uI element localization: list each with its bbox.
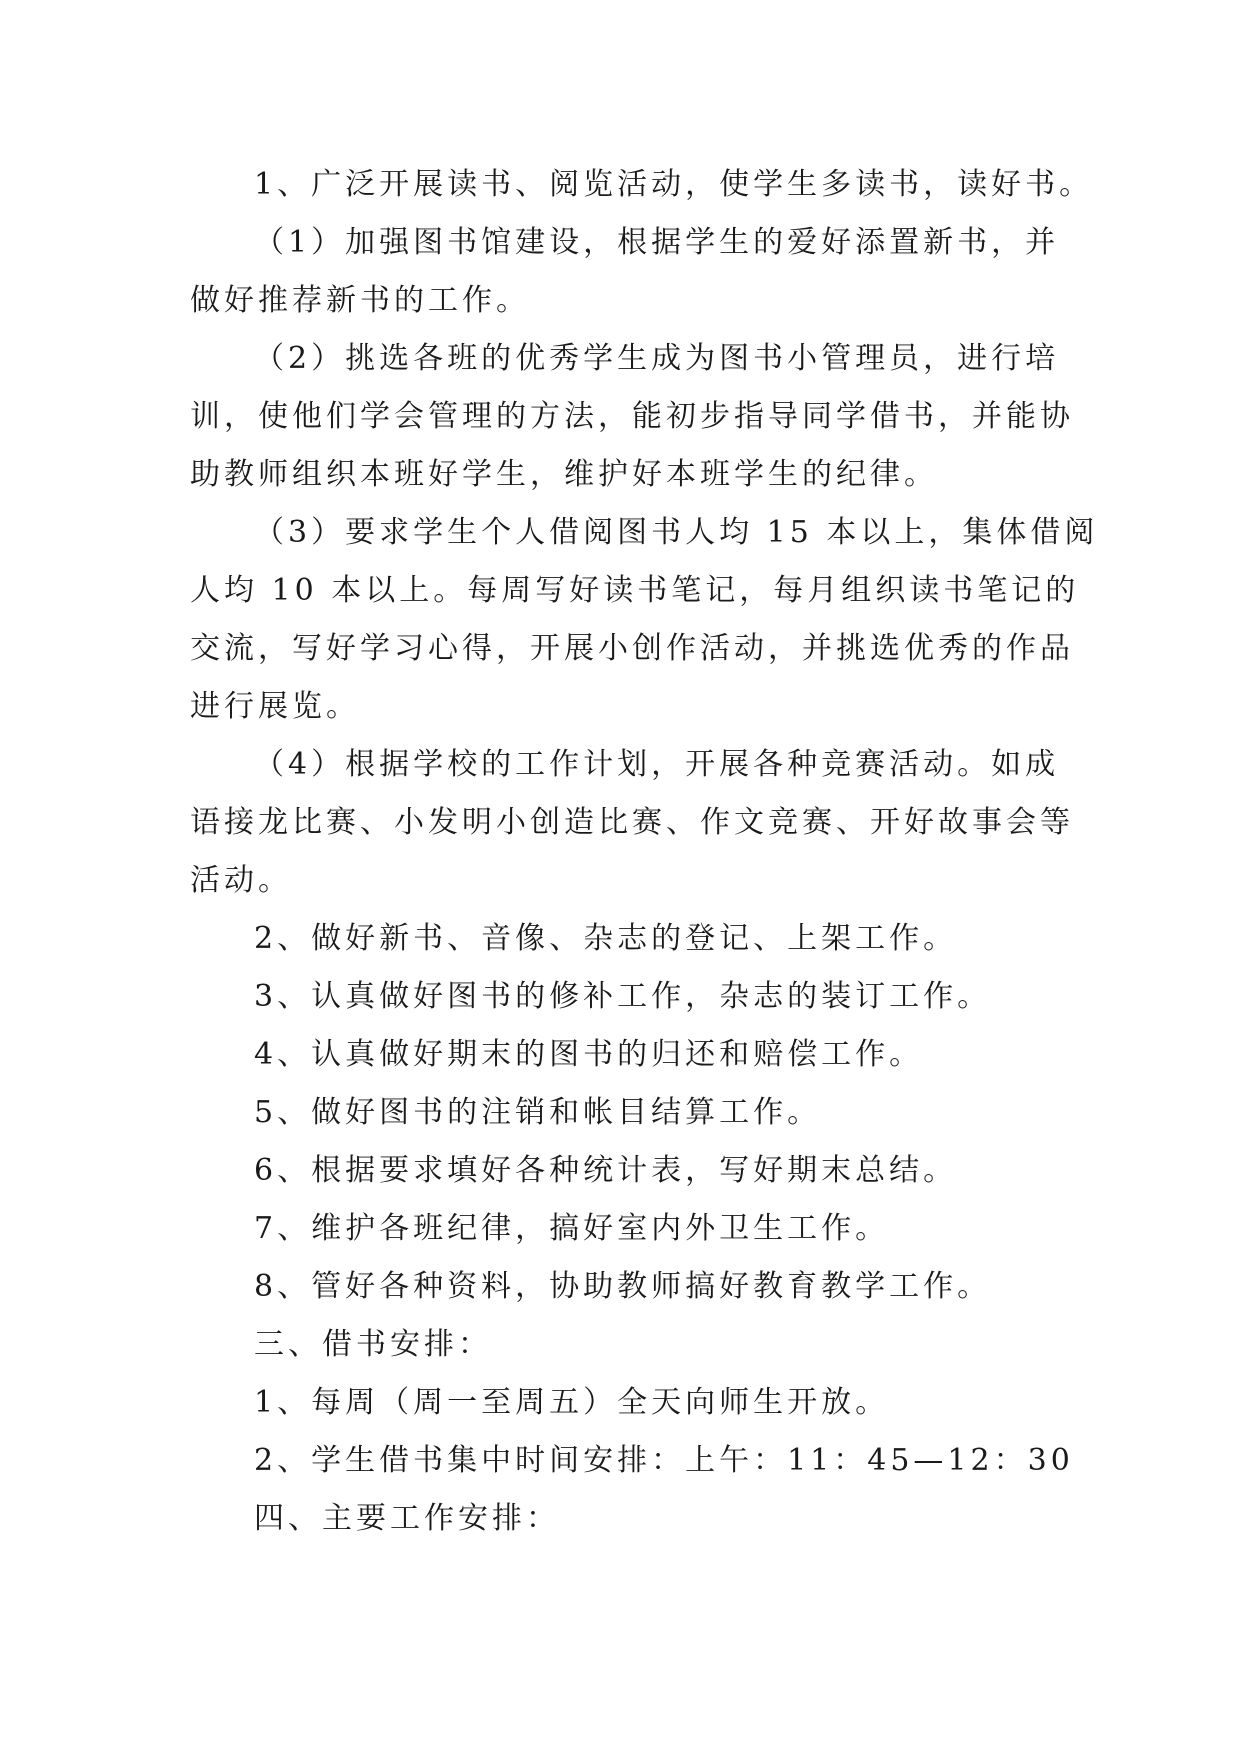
text-line: 交流，写好学习心得，开展小创作活动，并挑选优秀的作品 — [190, 631, 1074, 666]
text-line: 5、做好图书的注销和帐目结算工作。 — [254, 1095, 822, 1130]
text-line: 7、维护各班纪律，搞好室内外卫生工作。 — [254, 1211, 890, 1246]
section-heading-main-work — [190, 1490, 1050, 1548]
text-line: 人均 10 本以上。每周写好读书笔记，每月组织读书笔记的 — [190, 573, 1080, 608]
paragraph-borrowing-2 — [190, 1432, 1074, 1490]
paragraph-borrowing-1 — [190, 1374, 1050, 1432]
text-line: 3、认真做好图书的修补工作，杂志的装订工作。 — [254, 979, 992, 1014]
text-line: （4）根据学校的工作计划，开展各种竞赛活动。如成 — [254, 747, 1060, 782]
paragraph-item-1 — [190, 156, 1094, 214]
paragraph-subitem-3 — [190, 504, 1099, 736]
paragraph-subitem-4 — [190, 736, 1074, 910]
text-line: 6、根据要求填好各种统计表，写好期末总结。 — [254, 1153, 958, 1188]
text-line: 1、每周（周一至周五）全天向师生开放。 — [254, 1385, 890, 1420]
section-heading-borrowing — [190, 1316, 1050, 1374]
text-line: 助教师组织本班好学生，维护好本班学生的纪律。 — [190, 457, 938, 492]
text-line: 训，使他们学会管理的方法，能初步指导同学借书，并能协 — [190, 399, 1074, 434]
text-line: 8、管好各种资料，协助教师搞好教育教学工作。 — [254, 1269, 992, 1304]
text-line: 语接龙比赛、小发明小创造比赛、作文竞赛、开好故事会等 — [190, 805, 1074, 840]
paragraph-item-7 — [190, 1200, 1050, 1258]
text-line: 做好推荐新书的工作。 — [190, 283, 530, 318]
text-line: 四、主要工作安排： — [254, 1501, 560, 1536]
paragraph-item-2 — [190, 910, 1050, 968]
text-line: 三、借书安排： — [254, 1327, 492, 1362]
text-line: 进行展览。 — [190, 689, 360, 724]
text-line: 4、认真做好期末的图书的归还和赔偿工作。 — [254, 1037, 924, 1072]
text-line: （3）要求学生个人借阅图书人均 15 本以上，集体借阅 — [254, 515, 1099, 550]
paragraph-item-3 — [190, 968, 1050, 1026]
text-line: 2、做好新书、音像、杂志的登记、上架工作。 — [254, 921, 958, 956]
paragraph-item-8 — [190, 1258, 1050, 1316]
text-line: （2）挑选各班的优秀学生成为图书小管理员，进行培 — [254, 341, 1060, 376]
paragraph-subitem-1 — [190, 214, 1060, 330]
paragraph-subitem-2 — [190, 330, 1074, 504]
document-body — [190, 156, 1099, 1548]
paragraph-item-6 — [190, 1142, 1050, 1200]
text-line: 1、广泛开展读书、阅览活动，使学生多读书，读好书。 — [254, 167, 1094, 202]
text-line: 活动。 — [190, 863, 292, 898]
paragraph-item-4 — [190, 1026, 1050, 1084]
paragraph-item-5 — [190, 1084, 1050, 1142]
text-line: （1）加强图书馆建设，根据学生的爱好添置新书，并 — [254, 225, 1060, 260]
text-line: 2、学生借书集中时间安排：上午：11：45—12：30 — [254, 1443, 1074, 1478]
